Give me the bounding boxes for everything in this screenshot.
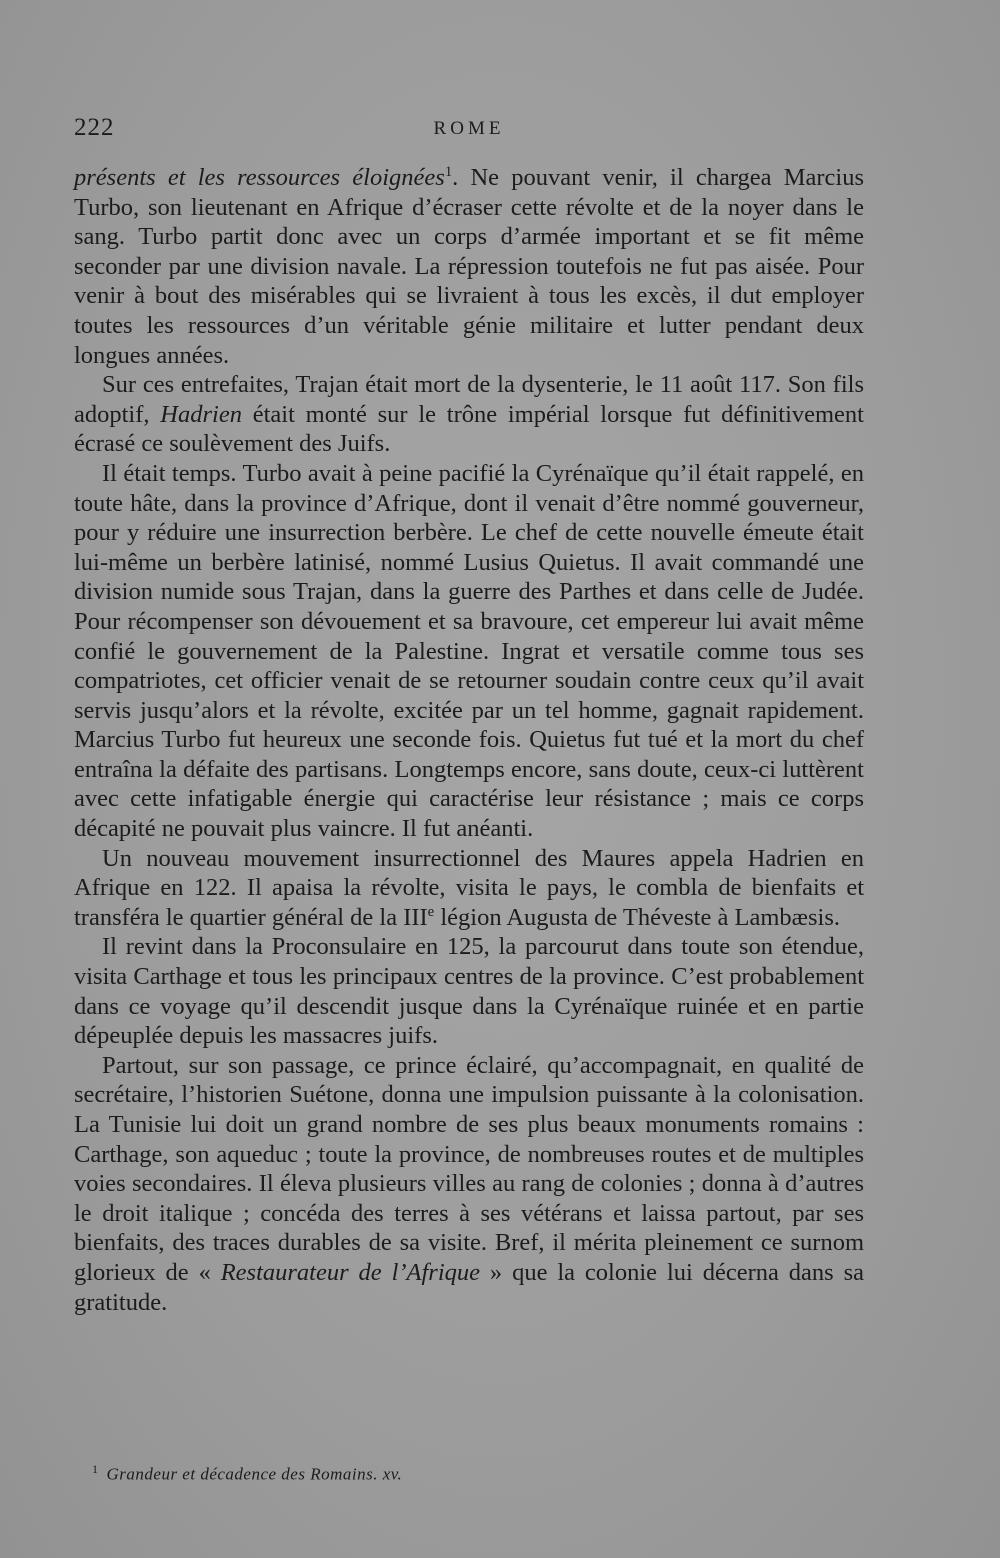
paragraph-6 bbox=[74, 1051, 864, 1317]
italic-title: Restaurateur de l’Afrique bbox=[220, 1258, 481, 1286]
body-text bbox=[74, 163, 864, 1317]
running-head: ROME bbox=[433, 118, 505, 139]
paragraph-text: » que la colonie lui décerna dans sa gratitude. bbox=[74, 1258, 864, 1316]
paragraph-text: Un nouveau mouvement insurrectionnel des Maures appela Hadrien en Afrique en 122. Il apaisa la révolte, visita le pays, le combla de bienfaits et transféra le quartier général de la III bbox=[74, 844, 864, 931]
page-number: 222 bbox=[74, 114, 115, 141]
paragraph-2 bbox=[74, 370, 864, 459]
page-header bbox=[74, 114, 864, 148]
paragraph-text: légion Augusta de Théveste à Lambæsis. bbox=[434, 903, 840, 931]
footnote bbox=[92, 1462, 852, 1485]
paragraph-3 bbox=[74, 459, 864, 844]
paragraph-1 bbox=[74, 163, 864, 370]
paragraph-text: Il revint dans la Proconsulaire en 125, la parcourut dans toute son étendue, visita Carthage et tous les principaux centres de la province. C’est probablement dans ce voyage qu’il descendit jusque dans la Cyrénaïque ruinée et en partie dépeuplée depuis les massacres juifs. bbox=[74, 933, 864, 1050]
italic-name: Hadrien bbox=[160, 400, 242, 428]
footnote-reference: 1 bbox=[444, 163, 453, 180]
italic-phrase: présents et les ressources éloignées bbox=[74, 164, 445, 191]
paragraph-text: Sur ces entrefaites, Trajan était mort de la dysenterie, le 11 août 117. Son fils adoptif, bbox=[74, 371, 864, 428]
paragraph-text: Partout, sur son passage, ce prince éclairé, qu’accompagnait, en qualité de secrétaire, l’historien Suétone, donna une impulsion puissante à la colonisation. La Tunisie lui doit un grand nombre de ses plus beaux monuments romains : Carthage, son aqueduc ; toute la province, de nombreuses routes et de multiples voies secondaires. Il éleva plusieurs villes au rang de colonies ; donna à d’autres le droit italique ; concéda des terres à ses vétérans et laissa partout, par ses bienfaits, des traces durables de sa visite. Bref, il mérita pleinement ce surnom glorieux de « bbox=[74, 1051, 864, 1286]
paragraph-5 bbox=[74, 932, 864, 1050]
paragraph-text: . Ne pouvant venir, il chargea Marcius Turbo, son lieutenant en Afrique d’écraser cette révolte et de la noyer dans le sang. Turbo partit donc avec un corps d’armée important et se fit même seconder par une division navale. La répression toutefois ne fut pas aisée. Pour venir à bout des misérables qui se livraient à tous les excès, il dut employer toutes les ressources d’un véritable génie militaire et lutter pendant deux longues années. bbox=[74, 164, 864, 369]
paragraph-4 bbox=[74, 844, 864, 933]
paragraph-text: Il était temps. Turbo avait à peine pacifié la Cyrénaïque qu’il était rappelé, en toute hâte, dans la province d’Afrique, dont il venait d’être nommé gouverneur, pour y réduire une insurrection berbère. Le chef de cette nouvelle émeute était lui-même un berbère latinisé, nommé Lusius Quietus. Il avait commandé une division numide sous Trajan, dans la guerre des Parthes et dans celle de Judée. Pour récompenser son dévouement et sa bravoure, cet empereur lui avait même confié le gouvernement de la Palestine. Ingrat et versatile comme tous ses compatriotes, cet officier venait de se retourner soudain contre ceux qu’il avait servis jusqu’alors et la révolte, excitée par un tel homme, gagnait rapidement. Marcius Turbo fut heureux une seconde fois. Quietus fut tué et la mort du chef entraîna la défaite des partisans. Longtemps encore, sans doute, ceux-ci luttèrent avec cette infatigable énergie qui caractérise leur résistance ; mais ce corps décapité ne pouvait plus vaincre. Il fut anéanti. bbox=[74, 459, 864, 843]
paragraph-text: était monté sur le trône impérial lorsque fut définitivement écrasé ce soulèvement des Juifs. bbox=[74, 400, 864, 458]
ordinal-superscript: e bbox=[427, 903, 435, 920]
footnote-mark: 1 bbox=[92, 1462, 99, 1476]
footnote-text: Grandeur et décadence des Romains. xv. bbox=[106, 1464, 403, 1484]
